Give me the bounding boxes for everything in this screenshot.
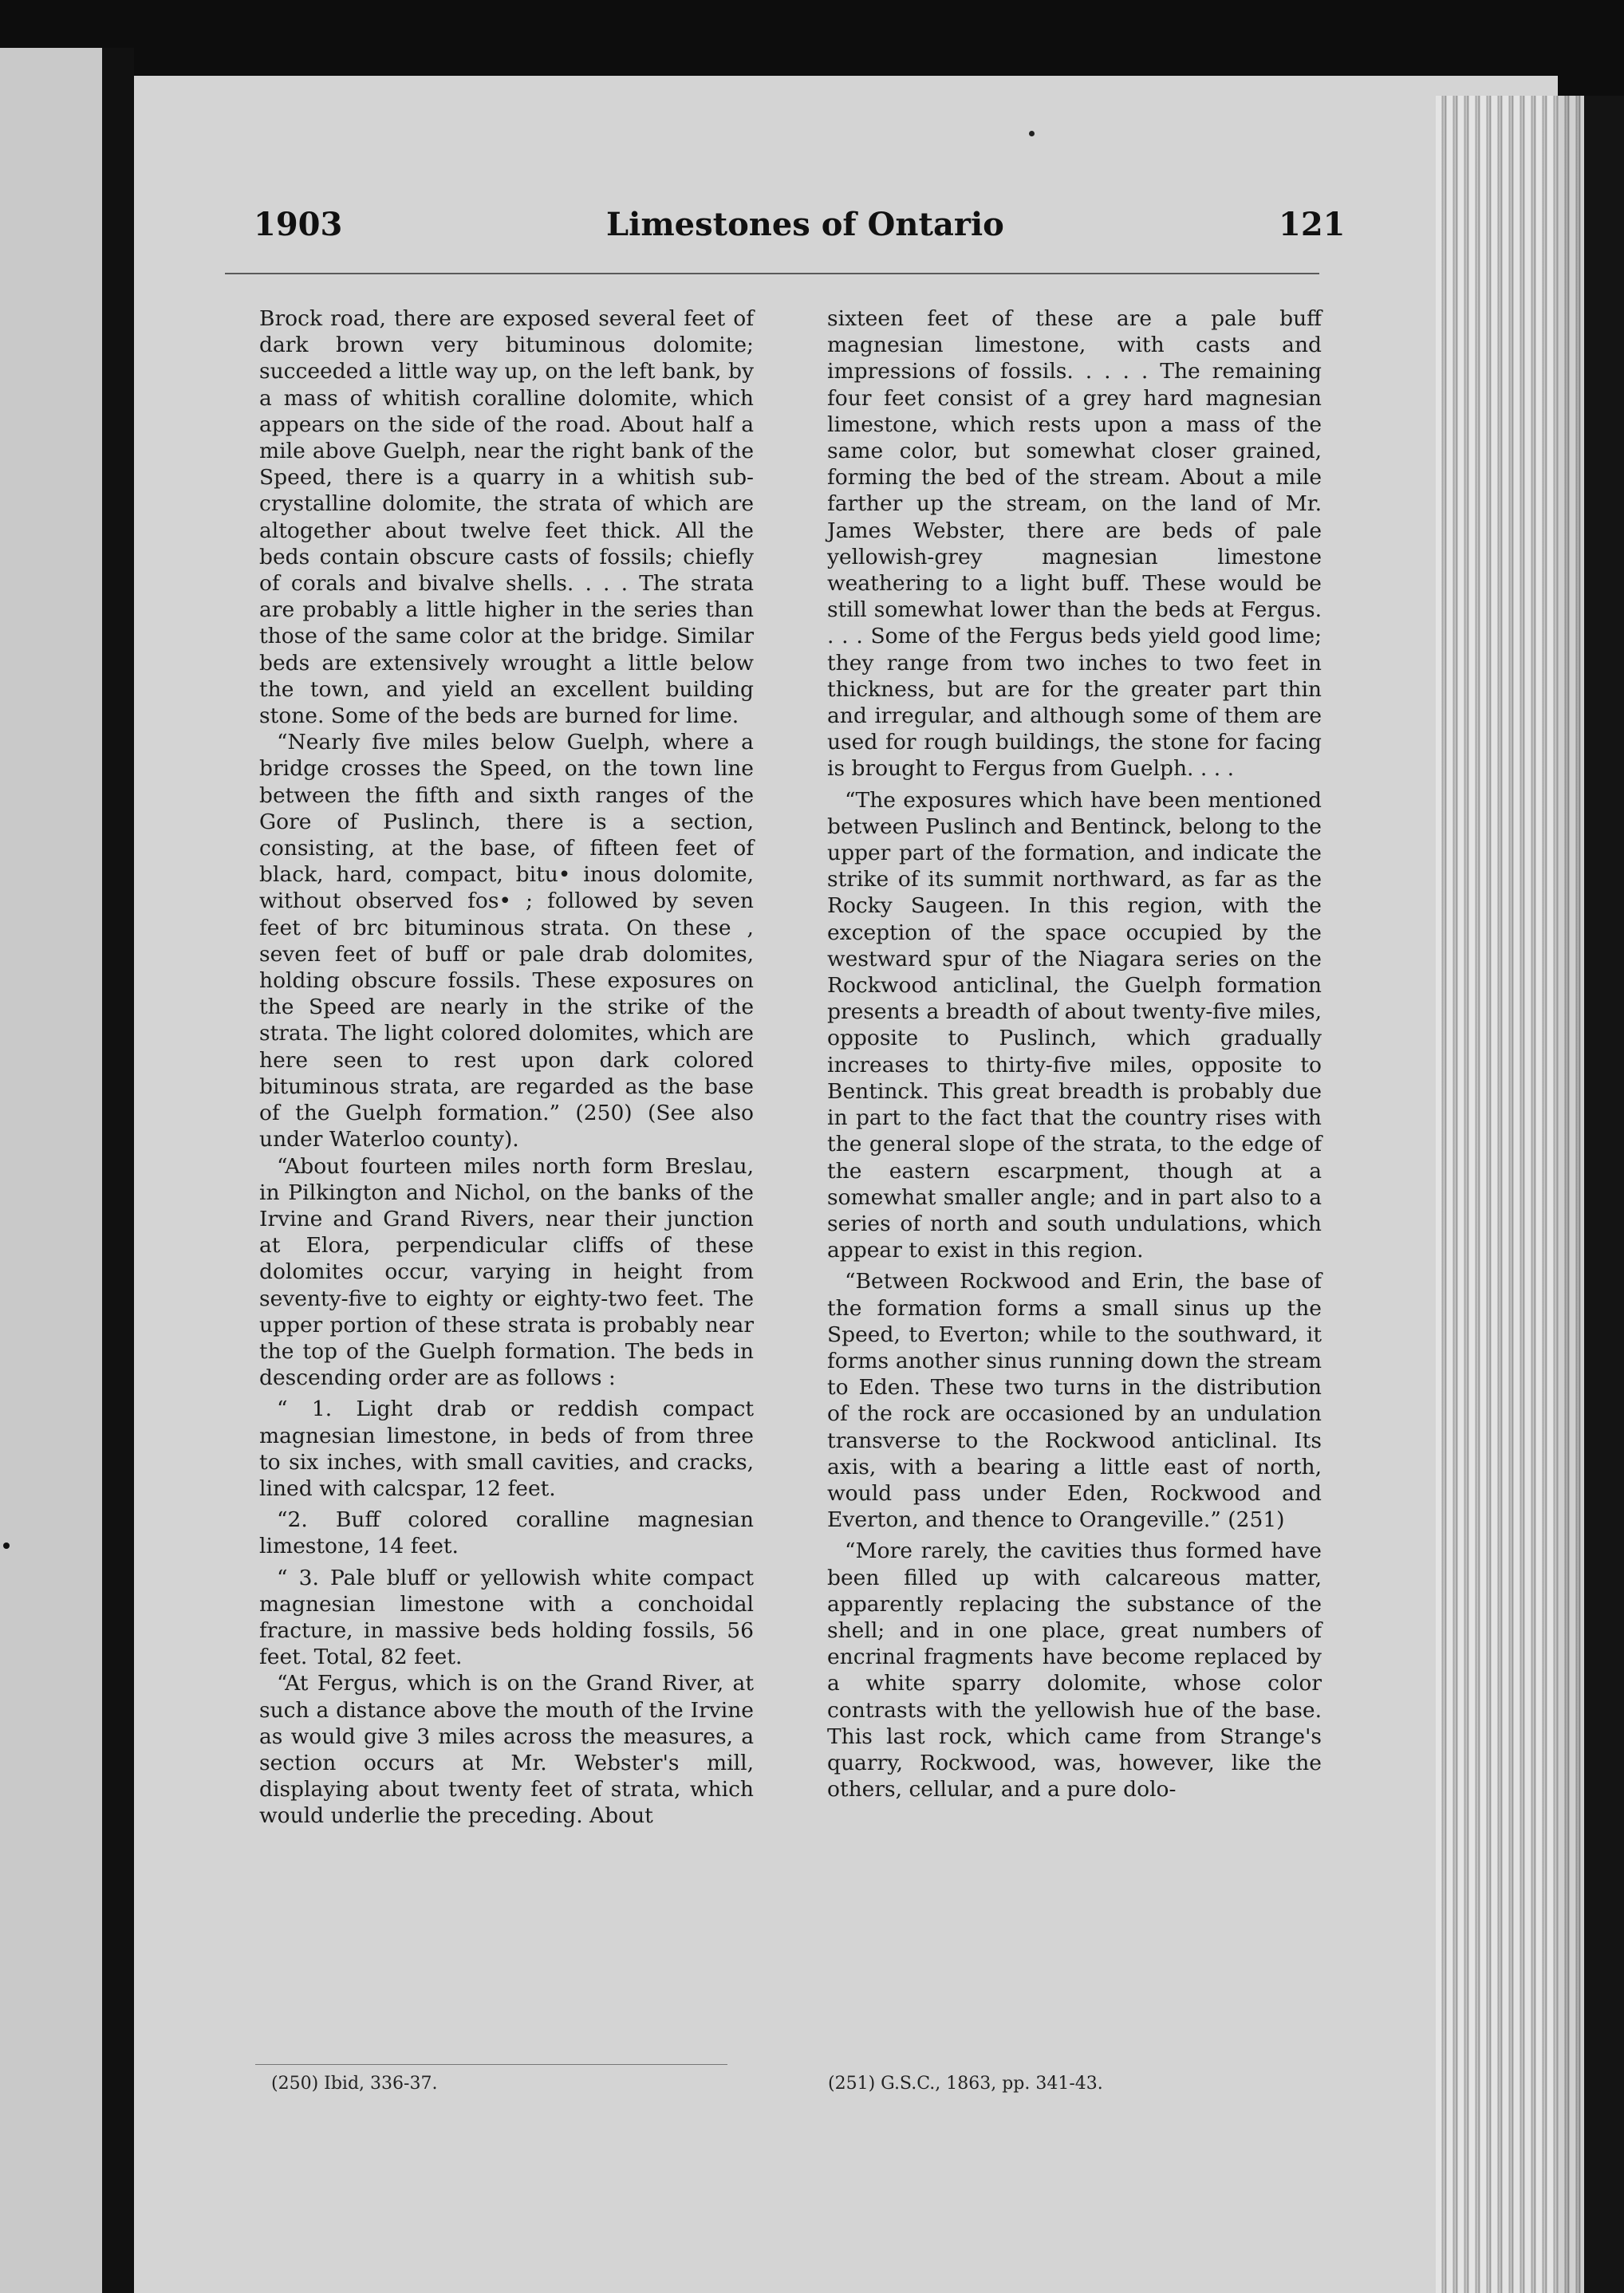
header-rule [225,273,1319,274]
paragraph: “Between Rockwood and Erin, the base of the formation forms a small sinus up the Speed, to Everton; while to the southward, it forms another sinus running down the stream to Eden. These two turns in the distribution of the rock are occasioned by an undulation transverse to the Rockwood anticlinal. Its axis, with a bearing a little east of north, would pass under Eden, Rockwood and Everton, and thence to Orangeville.” (251) [827,1269,1322,1533]
page-stack-edge [1436,96,1584,2293]
left-column [259,305,754,1830]
margin-mark [3,1542,10,1549]
paragraph: “More rarely, the cavities thus formed have been filled up with calcareous matter, apparently replacing the substance of the shell; and in one place, great numbers of encrinal fragments have become replaced by a white sparry dolomite, whose color contrasts with the yellowish hue of the base. This last rock, which came from Strange's quarry, Rockwood, was, however, like the others, cellular, and a pure dolo- [827,1539,1322,1802]
right-column [827,305,1322,1802]
running-head-title: Limestones of Ontario [606,206,1004,243]
page-number: 121 [1279,206,1346,243]
footnote-251: (251) G.S.C., 1863, pp. 341-43. [828,2074,1103,2094]
paragraph: sixteen feet of these are a pale buff magnesian limestone, with casts and impressions of fossils. . . . . The remaining four feet consist of a grey hard magnesian limestone, which rests upon a mass of the same color, but somewhat closer grained, forming the bed of the stream. About a mile farther up the stream, on the land of Mr. James Webster, there are beds of pale yellowish-grey magnesian limestone weathering to a light buff. These would be still somewhat lower than the beds at Fergus. . . . Some of the Fergus beds yield good lime; they range from two inches to two feet in thickness, but are for the greater part thin and irregular, and although some of them are used for rough buildings, the stone for facing is brought to Fergus from Guelph. . . . [827,306,1322,782]
paragraph: “At Fergus, which is on the Grand River, at such a distance above the mouth of the Irvine as would give 3 miles across the measures, a section occurs at Mr. Webster's mill, displaying about twenty feet of strata, which would underlie the preceding. About [259,1671,754,1829]
paragraph: “Nearly five miles below Guelph, where a bridge crosses the Speed, on the town line between the fifth and sixth ranges of the Gore of Puslinch, there is a section, consisting, at the base, of fifteen feet of black, hard, compact, bitu• inous dolomite, without observed fos• ; followed by seven feet of brc bituminous strata. On these , seven feet of buff or pale drab dolomites, holding obscure fossils. These exposures on the Speed are nearly in the strike of the strata. The light colored dolomites, which are here seen to rest upon dark colored bituminous strata, are regarded as the base of the Guelph formation.” (250) (See also under Waterloo county). [259,730,754,1152]
paragraph: “2. Buff colored coralline magnesian limestone, 14 feet. [259,1507,754,1559]
paragraph: Brock road, there are exposed several feet of dark brown very bituminous dolomite; succeeded a little way up, on the left bank, by a mass of whitish coralline dolomite, which appears on the side of the road. About half a mile above Guelph, near the right bank of the Speed, there is a quarry in a whitish sub-crystalline dolomite, the strata of which are altogether about twelve feet thick. All the beds contain obscure casts of fossils; chiefly of corals and bivalve shells. . . . The strata are probably a little higher in the series than those of the same color at the bridge. Similar beds are extensively wrought a little below the town, and yield an excellent building stone. Some of the beds are burned for lime. [259,306,754,729]
paragraph: “ 1. Light drab or reddish compact magnesian limestone, in beds of from three to six inches, with small cavities, and cracks, lined with calcspar, 12 feet. [259,1397,754,1501]
running-head-year: 1903 [254,206,343,243]
paragraph: “ 3. Pale bluff or yellowish white compact magnesian limestone with a conchoidal fracture, in massive beds holding fossils, 56 feet. Total, 82 feet. [259,1565,754,1670]
footnote-rule [255,2064,727,2065]
print-speck [1029,131,1035,136]
facing-page-edge [0,48,102,2293]
paragraph: “About fourteen miles north form Breslau, in Pilkington and Nichol, on the banks of the Irvine and Grand Rivers, near their junction at Elora, perpendicular cliffs of these dolomites occur, varying in height from seventy-five to eighty or eighty-two feet. The upper portion of these strata is probably near the top of the Guelph formation. The beds in descending order are as follows : [259,1153,754,1391]
paragraph: “The exposures which have been mentioned between Puslinch and Bentinck, belong to the upper part of the formation, and indicate the strike of its summit northward, as far as the Rocky Saugeen. In this region, with the exception of the space occupied by the westward spur of the Niagara series on the Rockwood anticlinal, the Guelph formation presents a breadth of about twenty-five miles, opposite to Puslinch, which gradually increases to thirty-five miles, opposite to Bentinck. This great breadth is probably due in part to the fact that the country rises with the general slope of the strata, to the edge of the eastern escarpment, though at a somewhat smaller angle; and in part also to a series of north and south undulations, which appear to exist in this region. [827,787,1322,1263]
book-edge-shadow [1584,96,1624,2293]
book-gutter [102,48,134,2293]
footnote-250: (250) Ibid, 336-37. [271,2074,438,2094]
